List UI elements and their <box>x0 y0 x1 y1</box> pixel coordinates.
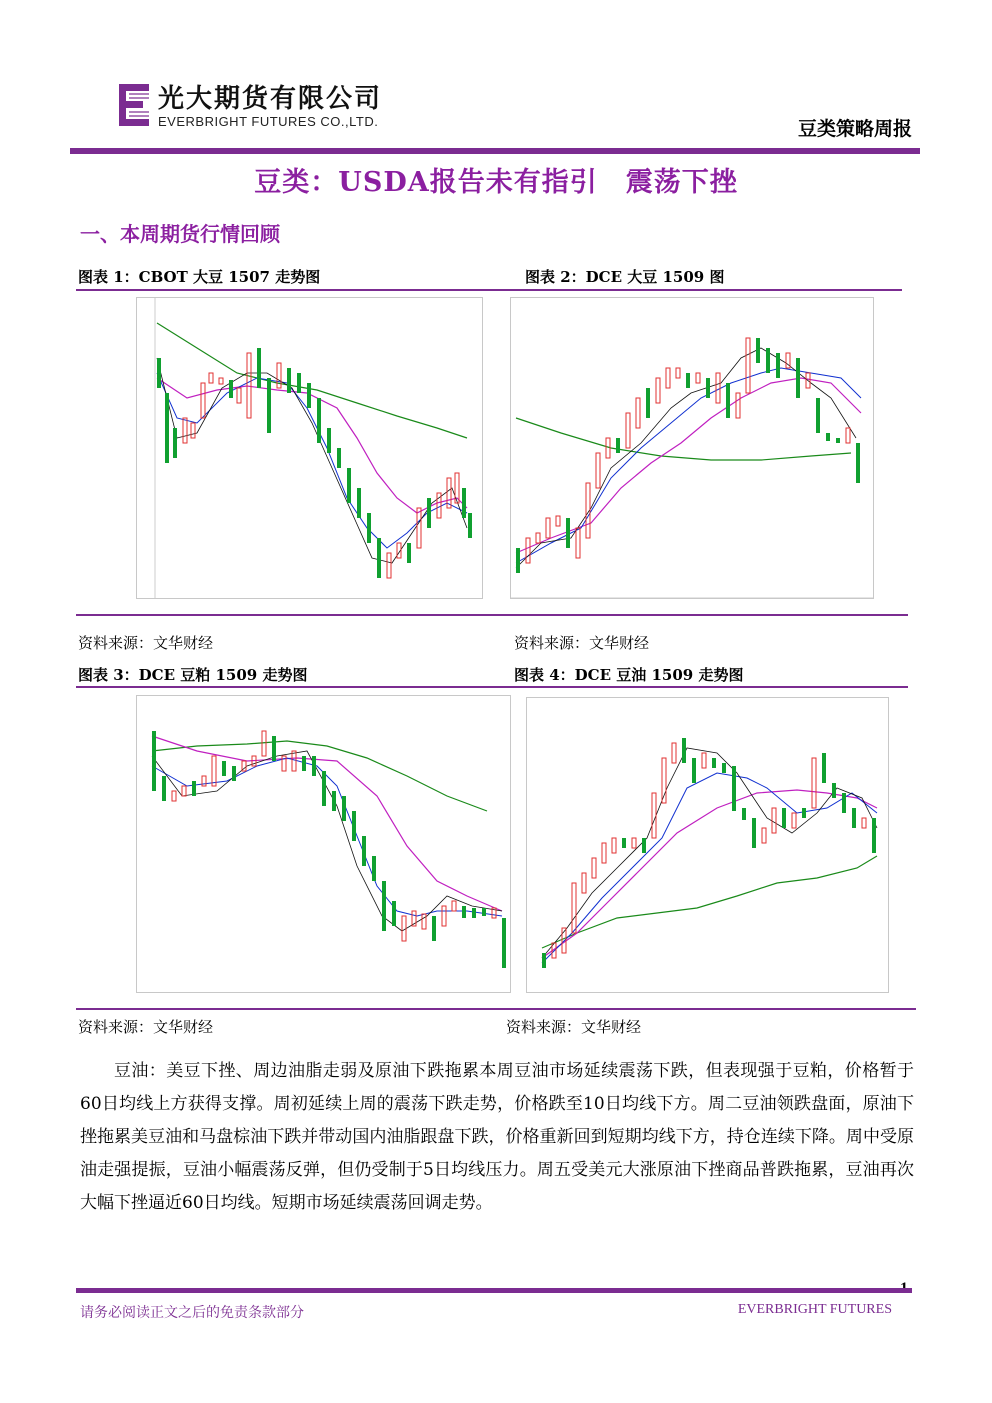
figure-4-source: 资料来源：文华财经 <box>506 1018 642 1036</box>
company-name-en: EVERBRIGHT FUTURES CO.,LTD. <box>158 114 379 129</box>
footer-brand: EVERBRIGHT FUTURES <box>737 1302 892 1317</box>
figure-row-2-top-rule <box>76 686 908 688</box>
figure-2-chart <box>510 297 874 599</box>
footer-disclaimer: 请务必阅读正文之后的免责条款部分 <box>80 1305 304 1321</box>
figure-2-caption: 图表 2：DCE 大豆 1509 图 <box>525 268 725 286</box>
section-heading: 一、本周期货行情回顾 <box>80 222 280 246</box>
header-divider <box>70 148 920 154</box>
footer-divider <box>76 1288 912 1293</box>
dce-soymeal-chart <box>137 696 510 992</box>
figure-3-source: 资料来源：文华财经 <box>78 1018 214 1036</box>
report-type: 豆类策略周报 <box>797 118 912 140</box>
figure-1-chart <box>136 297 483 599</box>
dce-soybean-chart <box>511 298 873 598</box>
body-paragraph: 豆油：美豆下挫、周边油脂走弱及原油下跌拖累本周豆油市场延续震荡下跌，但表现强于豆粕，价格暂于60日均线上方获得支撑。周初延续上周的震荡下跌走势，价格跌至10日均线下方。周二豆油领跌盘面，原油下挫拖累美豆油和马盘棕油下跌并带动国内油脂跟盘下跌，价格重新回到短期均线下方，持仓连续下降。周中受原油走强提振，豆油小幅震荡反弹，但仍受制于5日均线压力。周五受美元大涨原油下挫商品普跌拖累，豆油再次大幅下挫逼近60日均线。短期市场延续震荡回调走势。 <box>80 1061 914 1213</box>
figure-1-source: 资料来源：文华财经 <box>78 634 214 652</box>
company-name-cn: 光大期货有限公司 <box>158 84 383 114</box>
figure-1-caption: 图表 1：CBOT 大豆 1507 走势图 <box>78 268 321 286</box>
figure-row-1-bottom-rule <box>76 614 908 616</box>
figure-row-1-top-rule <box>76 289 902 291</box>
document-title: 豆类：USDA报告未有指引 震荡下挫 <box>254 167 738 198</box>
figure-3-chart <box>136 695 511 993</box>
dce-soyoil-chart <box>527 698 888 992</box>
figure-2-source: 资料来源：文华财经 <box>514 634 650 652</box>
figure-4-caption: 图表 4：DCE 豆油 1509 走势图 <box>514 666 744 684</box>
cbot-soybean-chart <box>137 298 482 598</box>
figure-row-2-bottom-rule <box>76 1008 916 1010</box>
figure-3-caption: 图表 3：DCE 豆粕 1509 走势图 <box>78 666 308 684</box>
figure-4-chart <box>526 697 889 993</box>
company-logo-icon <box>117 82 151 128</box>
